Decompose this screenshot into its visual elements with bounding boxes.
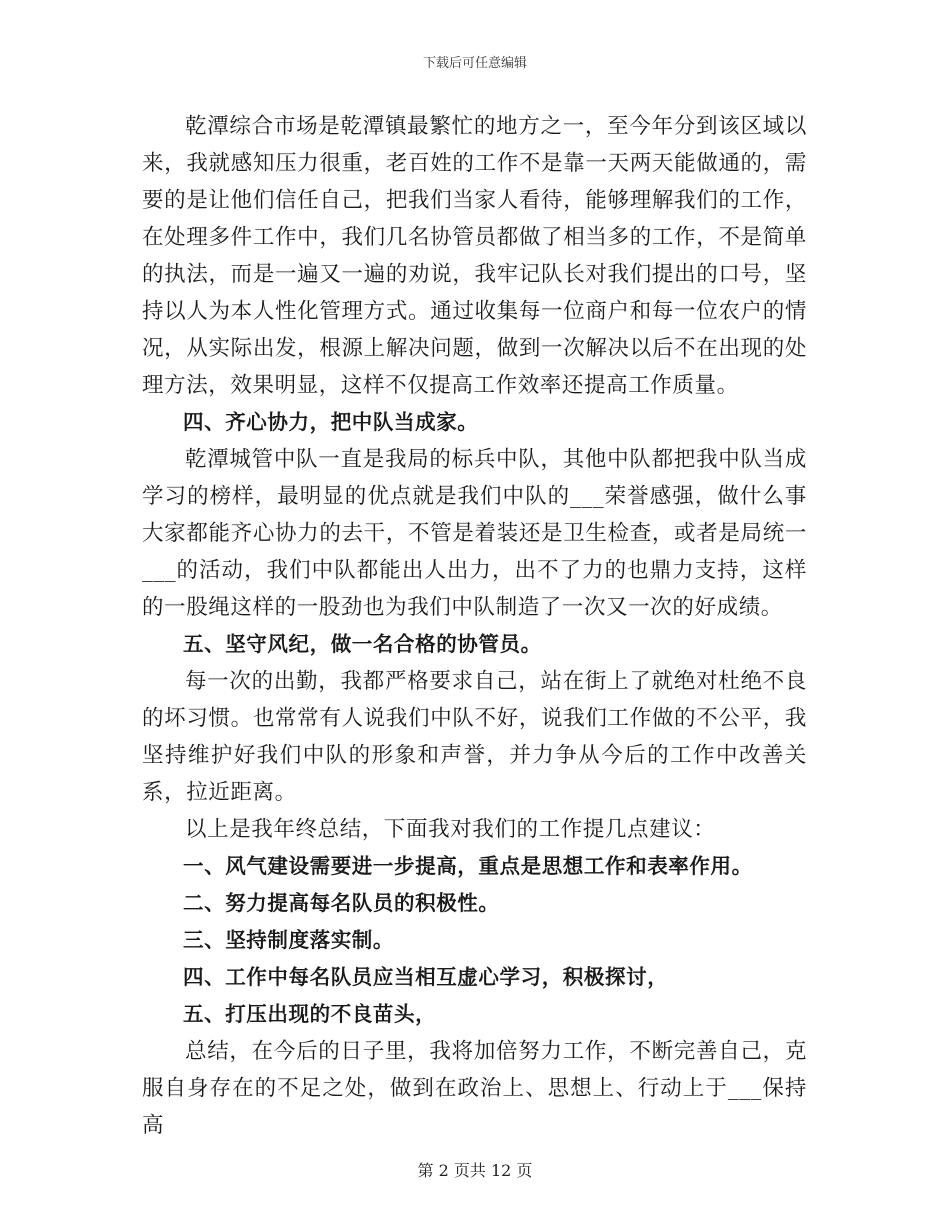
suggestion-item-5: 五、打压出现的不良苗头， (183, 1002, 437, 1026)
page-header: 下载后可任意编辑 (422, 56, 527, 71)
heading-section-four: 四、齐心协力，把中队当成家。 (183, 410, 479, 434)
suggestion-item-1: 一、风气建设需要进一步提高，重点是思想工作和表率作用。 (183, 854, 753, 878)
paragraph-conclusion: 总结，在今后的日子里，我将加倍努力工作，不断完善自己，克服自身存在的不足之处，做到在政治上、思想上、行动上于___保持高 (142, 1039, 807, 1138)
paragraph-team-unity: 乾潭城管中队一直是我局的标兵中队，其他中队都把我中队当成学习的榜样，最明显的优点就是我们中队的___荣誉感强，做什么事大家都能齐心协力的去干，不管是着装还是卫生检查，或者是局统一___的活动，我们中队都能出人出力，出不了力的也鼎力支持，这样的一股绳这样的一股劲也为我们中队制造了一次又一次的好成绩。 (142, 447, 807, 620)
paragraph-market-work: 乾潭综合市场是乾潭镇最繁忙的地方之一，至今年分到该区域以来，我就感知压力很重，老百姓的工作不是靠一天两天能做通的，需要的是让他们信任自己，把我们当家人看待，能够理解我们的工作，在处理多件工作中，我们几名协管员都做了相当多的工作，不是简单的执法，而是一遍又一遍的劝说，我牢记队长对我们提出的口号，坚持以人为本人性化管理方式。通过收集每一位商户和每一位农户的情况，从实际出发，根源上解决问题，做到一次解决以后不在出现的处理方法，效果明显，这样不仅提高工作效率还提高工作质量。 (142, 114, 807, 398)
suggestion-item-4: 四、工作中每名队员应当相互虚心学习，积极探讨， (183, 965, 669, 989)
paragraph-discipline: 每一次的出勤，我都严格要求自己，站在街上了就绝对杜绝不良的坏习惯。也常常有人说我们中队不好，说我们工作做的不公平，我坚持维护好我们中队的形象和声誉，并力争从今后的工作中改善关系，拉近距离。 (142, 669, 807, 805)
page-number-footer: 第 2 页共 12 页 (417, 1161, 533, 1180)
suggestion-item-3: 三、坚持制度落实制。 (183, 928, 394, 952)
document-body (142, 108, 807, 1144)
suggestion-item-2: 二、努力提高每名队员的积极性。 (183, 891, 500, 915)
paragraph-suggestions-intro: 以上是我年终总结，下面我对我们的工作提几点建议： (185, 817, 716, 842)
heading-section-five: 五、坚守风纪，做一名合格的协管员。 (183, 632, 542, 656)
